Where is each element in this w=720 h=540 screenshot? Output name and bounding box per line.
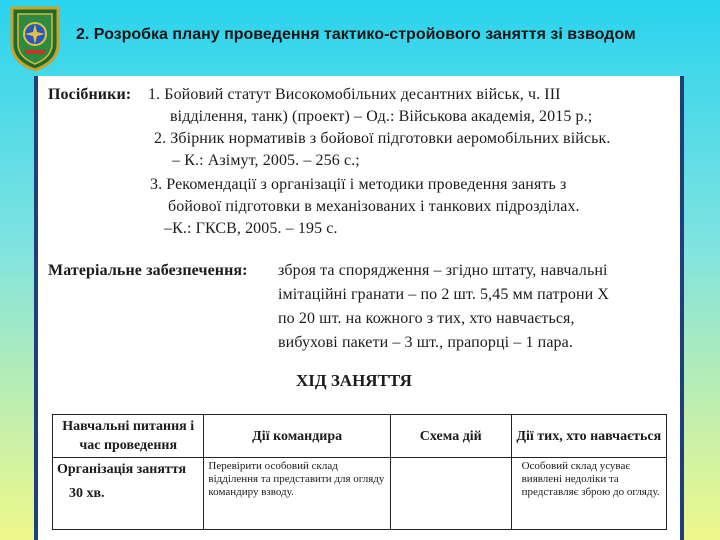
table-header-cell: Дії тих, хто навчається [511,415,666,458]
table-header-cell: Схема дій [390,415,511,458]
table-row [53,458,667,530]
table-header-cell: Дії командира [204,415,391,458]
table-cell-question [53,458,204,530]
manual-line: відділення, танк) (проект) – Од.: Військова академія, 2015 р.; [170,108,593,125]
question-label: Організація заняття [57,462,187,477]
table-cell-scheme [390,458,511,530]
table-cell-trainees: Особовий склад усуває виявлені недоліки та представляє зброю до огляду. [511,458,666,530]
material-line: вибухові пакети – 3 шт., прапорці – 1 пара. [278,334,573,351]
question-time: 30 хв. [69,486,105,501]
document-page [34,76,684,540]
table-header-row [53,415,667,458]
manual-line: –К.: ГКСВ, 2005. – 195 с. [164,220,338,237]
military-emblem-icon [6,4,64,72]
manuals-label: Посібники: [48,86,132,103]
manual-line: 1. Бойовий статут Високомобільних десантних військ, ч. III [148,86,561,103]
manual-line: 2. Збірник нормативів з бойової підготовки аеромобільних військ. [154,130,611,147]
material-label: Матеріальне забезпечення: [48,262,248,279]
table-header-cell: Навчальні питання і час проведення [53,415,204,458]
manual-line: – К.: Азімут, 2005. – 256 с.; [172,152,360,169]
table-cell-commander: Перевірити особовий склад відділення та представити для огляду командиру взводу. [204,458,391,530]
material-line: зброя та спорядження – згідно штату, навчальні [278,262,608,279]
manual-line: бойової підготовки в механізованих і танкових підрозділах. [168,198,580,215]
material-line: по 20 шт. на кожного з тих, хто навчається, [278,310,575,327]
slide-title: 2. Розробка плану проведення тактико-стройового заняття зі взводом [76,26,636,43]
lesson-plan-table [52,414,667,530]
manual-line: 3. Рекомендації з організації і методики проведення занять з [150,176,567,193]
slide-header [0,0,720,76]
material-line: імітаційні гранати – по 2 шт. 5,45 мм патрони Х [278,286,610,303]
lesson-progress-title: ХІД ЗАНЯТТЯ [296,371,412,390]
